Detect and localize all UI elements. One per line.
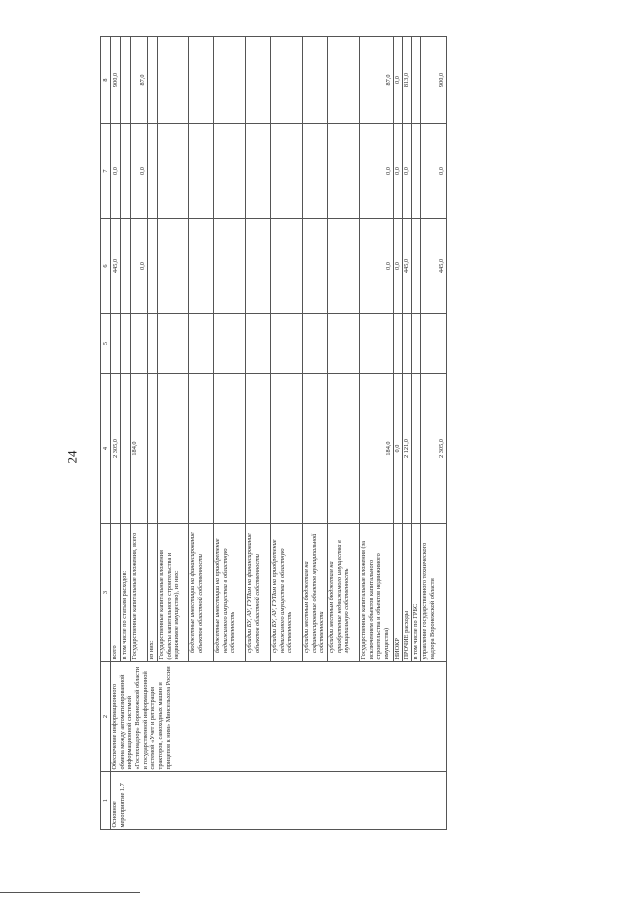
row-label: Государственные капитальные вложения (объекты капитального строительства и недвижимое имущество), из них: — [158, 524, 189, 662]
page-number: 24 — [64, 450, 80, 464]
cell-value: 0,0 — [360, 219, 394, 314]
row-label: Государственные капитальные вложения (за исключением объектов капитального строительства и объектов недвижимого имущества) — [360, 524, 394, 662]
cell-value — [412, 124, 421, 219]
cell-value: 0,0 — [360, 124, 394, 219]
cell-value — [158, 219, 189, 314]
cell-value — [360, 314, 394, 374]
cell-value — [121, 219, 131, 314]
cell-value — [412, 37, 421, 124]
row-label: субсидии БУ, АУ, ГУПам на финансирование объектов областной собственности — [246, 524, 271, 662]
cell-value: 0,0 — [394, 374, 403, 524]
cell-value: 445,0 — [403, 219, 412, 314]
cell-value — [246, 124, 271, 219]
cell-value — [303, 314, 328, 374]
cell-value: 0,0 — [131, 219, 148, 314]
cell-value: 184,0 — [131, 374, 148, 524]
cell-value — [394, 314, 403, 374]
cell-value — [214, 374, 246, 524]
cell-value — [303, 124, 328, 219]
cell-value: 2 305,0 — [421, 374, 447, 524]
cell-value — [246, 219, 271, 314]
cell-value — [271, 37, 303, 124]
cell-value — [271, 124, 303, 219]
row-label: субсидии БУ, АУ, ГУПам на приобретение недвижимого имущества в областную собственность — [271, 524, 303, 662]
cell-value — [328, 314, 360, 374]
row-label: НИОКР — [394, 524, 403, 662]
cell-value: 445,0 — [421, 219, 447, 314]
rotated-page — [100, 37, 508, 830]
cell-value — [189, 219, 214, 314]
cell-value: 2 121,0 — [403, 374, 412, 524]
header-cell: 5 — [101, 314, 111, 374]
cell-value: 0,0 — [111, 124, 121, 219]
cell-value: 900,0 — [421, 37, 447, 124]
cell-value — [148, 124, 158, 219]
cell-value: 184,0 — [360, 374, 394, 524]
row-label: бюджетные инвестиции на финансирование объектов областной собственности — [189, 524, 214, 662]
cell-value: 87,0 — [131, 37, 148, 124]
cell-value — [271, 374, 303, 524]
cell-value: 0,0 — [394, 37, 403, 124]
cell-value — [214, 124, 246, 219]
cell-value — [303, 374, 328, 524]
cell-value — [412, 219, 421, 314]
cell-value: 0,0 — [394, 219, 403, 314]
cell-value: 445,0 — [111, 219, 121, 314]
cell-value: 0,0 — [421, 124, 447, 219]
cell-value — [271, 219, 303, 314]
cell-value — [214, 37, 246, 124]
cell-value — [148, 37, 158, 124]
cell-value — [328, 37, 360, 124]
cell-value — [189, 37, 214, 124]
cell-value — [403, 314, 412, 374]
cell-value — [246, 374, 271, 524]
event-code: Основное мероприятие 1.7 — [111, 772, 447, 830]
cell-value — [328, 124, 360, 219]
row-label: в том числе по статьям расходов: — [121, 524, 131, 662]
cell-value — [189, 374, 214, 524]
cell-value: 0,0 — [131, 124, 148, 219]
header-cell: 4 — [101, 374, 111, 524]
header-cell: 3 — [101, 524, 111, 662]
row-label: управление государственного технического надзора Воронежской области — [421, 524, 447, 662]
cell-value — [121, 374, 131, 524]
cell-value: 0,0 — [403, 124, 412, 219]
header-cell: 6 — [101, 219, 111, 314]
cell-value — [271, 314, 303, 374]
cell-value — [421, 314, 447, 374]
header-cell: 2 — [101, 662, 111, 772]
cell-value — [412, 374, 421, 524]
row-label: в том числе по ГРБС — [412, 524, 421, 662]
cell-value: 900,0 — [111, 37, 121, 124]
cell-value — [131, 314, 148, 374]
cell-value — [303, 219, 328, 314]
cell-value — [189, 314, 214, 374]
row-label: субсидии местным бюджетам на софинансирование объектов муниципальной собственности — [303, 524, 328, 662]
cell-value — [328, 374, 360, 524]
row-label: Государственные капитальные вложения, всего — [131, 524, 148, 662]
cell-value — [189, 124, 214, 219]
cell-value: 2 305,0 — [111, 374, 121, 524]
cell-value — [412, 314, 421, 374]
cell-value — [148, 219, 158, 314]
cell-value — [214, 314, 246, 374]
cell-value: 87,0 — [360, 37, 394, 124]
cell-value — [148, 374, 158, 524]
header-cell: 1 — [101, 772, 111, 830]
cell-value — [246, 37, 271, 124]
cell-value — [121, 124, 131, 219]
footer-rule — [0, 892, 140, 893]
cell-value — [158, 37, 189, 124]
cell-value — [158, 314, 189, 374]
cell-value: 813,0 — [403, 37, 412, 124]
cell-value — [328, 219, 360, 314]
row-label: из них: — [148, 524, 158, 662]
header-row — [101, 37, 111, 830]
cell-value — [214, 219, 246, 314]
row-label: субсидии местным бюджетам на приобретение недвижимого имущества в муниципальную собственность — [328, 524, 360, 662]
cell-value — [303, 37, 328, 124]
cell-value — [121, 37, 131, 124]
cell-value — [111, 314, 121, 374]
row-label: всего — [111, 524, 121, 662]
cell-value — [148, 314, 158, 374]
cell-value — [121, 314, 131, 374]
header-cell: 7 — [101, 124, 111, 219]
event-title: Обеспечение информационного обмена между автоматизированной информационной системой «Гостехнадзор» Воронежской области и государственной информационной системой «Учет и регистрация тракторов, самоходных машин и прицепов к ним» Минсельхоза России — [111, 662, 447, 772]
cell-value — [246, 314, 271, 374]
row-label: ПРОЧИЕ расходы — [403, 524, 412, 662]
table-stage — [100, 37, 508, 830]
cell-value — [158, 374, 189, 524]
cell-value — [158, 124, 189, 219]
row-label: бюджетные инвестиции на приобретение недвижимого имущества в областную собственность — [214, 524, 246, 662]
budget-table — [100, 36, 447, 830]
cell-value: 0,0 — [394, 124, 403, 219]
table-row — [111, 37, 121, 830]
header-cell: 8 — [101, 37, 111, 124]
